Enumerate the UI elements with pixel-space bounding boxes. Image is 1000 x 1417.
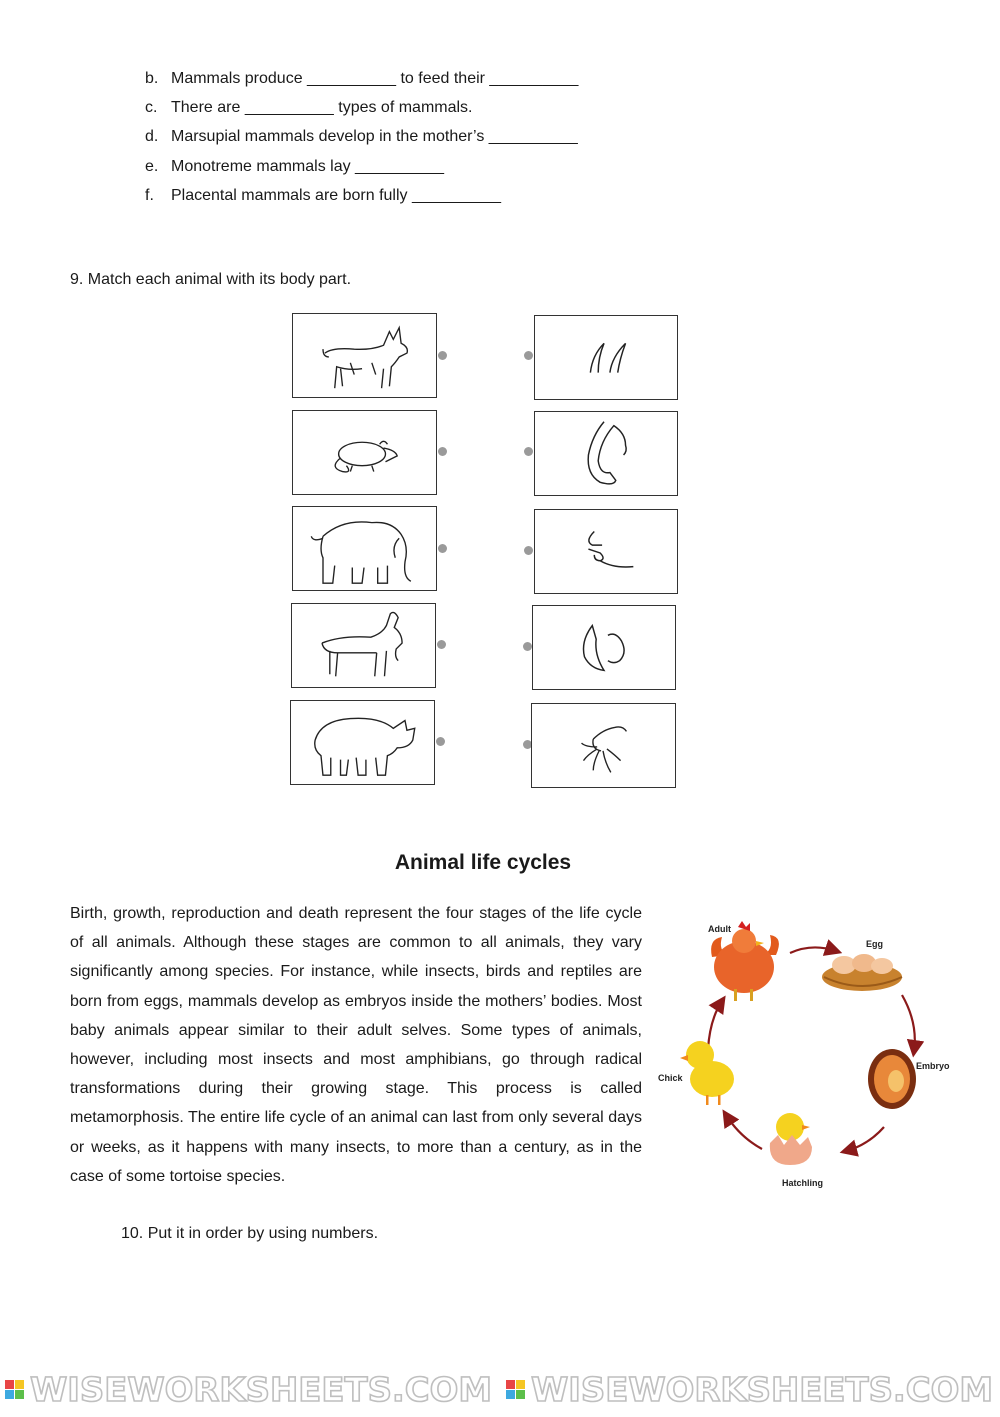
animal-card-elephant bbox=[292, 506, 437, 591]
part-dot-3[interactable] bbox=[524, 546, 533, 555]
question-9: 9. Match each animal with its body part. bbox=[70, 271, 352, 288]
watermark-logo-right bbox=[506, 1380, 525, 1399]
chick-icon bbox=[680, 1041, 734, 1105]
part-dot-1[interactable] bbox=[524, 351, 533, 360]
animal-card-wolf bbox=[292, 313, 437, 398]
life-cycle-paragraph: Birth, growth, reproduction and death represent the four stages of the life cycle of all animals. Although these stages are common to all animals, they vary significantly among species. For instance, while insects, birds and reptiles are born from eggs, mammals develop as embryos inside the mothers’ bodies. Most baby animals appear similar to their adult selves. Some types of animals, however, including most insects and most amphibians, go through radical transformations during their growing stage. This process is called metamorphosis. The entire life cycle of an animal can last from only several days or weeks, as it happens with many insects, to more than a century, as in the case of some tortoise species. bbox=[70, 905, 642, 1185]
question-c: c. There are __________ types of mammals. bbox=[145, 99, 473, 117]
elephant-icon bbox=[293, 507, 436, 590]
watermark-logo-left bbox=[5, 1380, 24, 1399]
egg-nest-icon bbox=[822, 954, 902, 991]
fill-in-questions bbox=[145, 66, 578, 212]
watermark-text-left: WISEWORKSHEETS.COM bbox=[30, 1372, 492, 1409]
part-card-tongue bbox=[534, 509, 678, 594]
egg-label: Egg bbox=[866, 939, 883, 949]
chick-label: Chick bbox=[658, 1073, 683, 1083]
life-cycle-graphic bbox=[652, 915, 952, 1195]
trunk-icon bbox=[535, 412, 677, 495]
watermark-text-right: WISEWORKSHEETS.COM bbox=[531, 1372, 993, 1409]
animal-card-mouse bbox=[292, 410, 437, 495]
embryo-label: Embryo bbox=[916, 1061, 950, 1071]
section-title: Animal life cycles bbox=[394, 851, 572, 874]
question-d: d. Marsupial mammals develop in the mother’s __________ bbox=[145, 128, 578, 146]
whiskers-icon bbox=[532, 704, 675, 787]
horns-icon bbox=[535, 316, 677, 399]
goat-icon bbox=[292, 604, 435, 687]
mouse-icon bbox=[293, 411, 436, 494]
hatchling-icon bbox=[770, 1113, 812, 1165]
question-b: b. Mammals produce __________ to feed their __________ bbox=[145, 70, 579, 87]
adult-label: Adult bbox=[708, 924, 731, 934]
part-dot-4[interactable] bbox=[523, 642, 532, 651]
part-dot-2[interactable] bbox=[524, 447, 533, 456]
animal-card-rhino bbox=[290, 700, 435, 785]
part-card-horns bbox=[534, 315, 678, 400]
tongue-icon bbox=[535, 510, 677, 593]
part-card-whiskers bbox=[531, 703, 676, 788]
life-cycle-diagram bbox=[652, 915, 952, 1195]
embryo-icon bbox=[868, 1049, 916, 1109]
ears-icon bbox=[533, 606, 675, 689]
animal-dot-5[interactable] bbox=[436, 737, 445, 746]
rhino-icon bbox=[291, 701, 434, 784]
question-e: e. Monotreme mammals lay __________ bbox=[145, 157, 445, 175]
question-10: 10. Put it in order by using numbers. bbox=[121, 1225, 379, 1242]
wolf-icon bbox=[293, 314, 436, 397]
animal-dot-3[interactable] bbox=[438, 544, 447, 553]
animal-dot-2[interactable] bbox=[438, 447, 447, 456]
hatchling-label: Hatchling bbox=[782, 1178, 824, 1188]
part-card-trunk bbox=[534, 411, 678, 496]
animal-dot-4[interactable] bbox=[437, 640, 446, 649]
watermark-footer bbox=[0, 1372, 1000, 1412]
question-f: f. Placental mammals are born fully __________ bbox=[145, 186, 501, 204]
part-card-ears bbox=[532, 605, 676, 690]
animal-card-goat bbox=[291, 603, 436, 688]
animal-dot-1[interactable] bbox=[438, 351, 447, 360]
